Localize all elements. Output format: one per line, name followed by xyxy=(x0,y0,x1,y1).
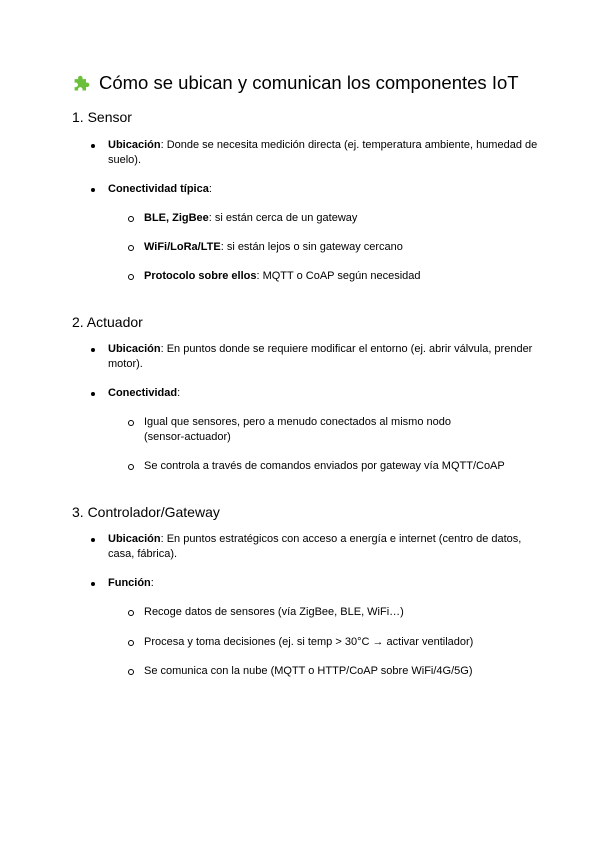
bullet-icon xyxy=(91,348,95,352)
hollow-bullet-icon xyxy=(128,274,134,280)
sub-list-item xyxy=(128,211,528,226)
sub-list-item xyxy=(128,240,528,255)
puzzle-piece-icon xyxy=(72,73,93,94)
list-item xyxy=(91,576,541,591)
bullet-icon xyxy=(91,582,95,586)
item-label: Ubicación xyxy=(108,343,161,355)
bullet-icon xyxy=(91,538,95,542)
bullet-icon xyxy=(91,392,95,396)
item-text: : Donde se necesita medición directa (ej. temperatura ambiente, humedad de suelo). xyxy=(108,139,538,166)
hollow-bullet-icon xyxy=(128,245,134,251)
subitem-label: WiFi/LoRa/LTE xyxy=(144,241,221,253)
item-label: Conectividad xyxy=(108,387,178,399)
item-text: : xyxy=(150,577,154,589)
item-label: Ubicación xyxy=(108,139,161,151)
item-text: : xyxy=(208,183,212,195)
item-label: Conectividad típica xyxy=(108,183,209,195)
item-text: : En puntos estratégicos con acceso a energía e internet (centro de datos, casa, fábrica). xyxy=(108,533,522,560)
page-title-text: Cómo se ubican y comunican los componentes IoT xyxy=(99,72,519,93)
list-item xyxy=(91,532,541,562)
section-heading-controlador-gateway: 3. Controlador/Gateway xyxy=(72,504,220,520)
subitem-text: Procesa y toma decisiones (ej. si temp > 30°C → activar ventilador) xyxy=(144,636,474,648)
sub-list-item xyxy=(128,269,528,284)
section-heading-sensor: 1. Sensor xyxy=(72,109,132,125)
bullet-icon xyxy=(91,144,95,148)
list-item xyxy=(91,182,541,197)
subitem-text: : si están cerca de un gateway xyxy=(208,212,358,224)
hollow-bullet-icon xyxy=(128,216,134,222)
item-text: : En puntos donde se requiere modificar el entorno (ej. abrir válvula, prender motor). xyxy=(108,343,533,370)
list-item xyxy=(91,386,541,401)
section-heading-actuador: 2. Actuador xyxy=(72,314,143,330)
sub-list-item xyxy=(128,664,528,679)
list-item xyxy=(91,138,541,168)
subitem-text: Recoge datos de sensores (vía ZigBee, BLE, WiFi…) xyxy=(144,606,404,618)
hollow-bullet-icon xyxy=(128,464,134,470)
subitem-text: Se comunica con la nube (MQTT o HTTP/CoAP sobre WiFi/4G/5G) xyxy=(144,665,473,677)
page-title xyxy=(72,70,572,96)
item-label: Función xyxy=(108,577,151,589)
subitem-text: : si están lejos o sin gateway cercano xyxy=(220,241,403,253)
hollow-bullet-icon xyxy=(128,610,134,616)
sub-list-item xyxy=(128,635,528,650)
subitem-text: Se controla a través de comandos enviados por gateway vía MQTT/CoAP xyxy=(144,460,505,472)
hollow-bullet-icon xyxy=(128,669,134,675)
sub-list-item xyxy=(128,605,528,620)
list-item xyxy=(91,342,541,372)
item-label: Ubicación xyxy=(108,533,161,545)
sub-list-item xyxy=(128,459,528,474)
subitem-text: : MQTT o CoAP según necesidad xyxy=(256,270,421,282)
bullet-icon xyxy=(91,188,95,192)
subitem-text: Igual que sensores, pero a menudo conectados al mismo nodo (sensor-actuador) xyxy=(144,416,451,443)
sub-list-item xyxy=(128,415,468,445)
item-text: : xyxy=(177,387,181,399)
hollow-bullet-icon xyxy=(128,640,134,646)
hollow-bullet-icon xyxy=(128,420,134,426)
subitem-label: BLE, ZigBee xyxy=(144,212,209,224)
subitem-label: Protocolo sobre ellos xyxy=(144,270,257,282)
